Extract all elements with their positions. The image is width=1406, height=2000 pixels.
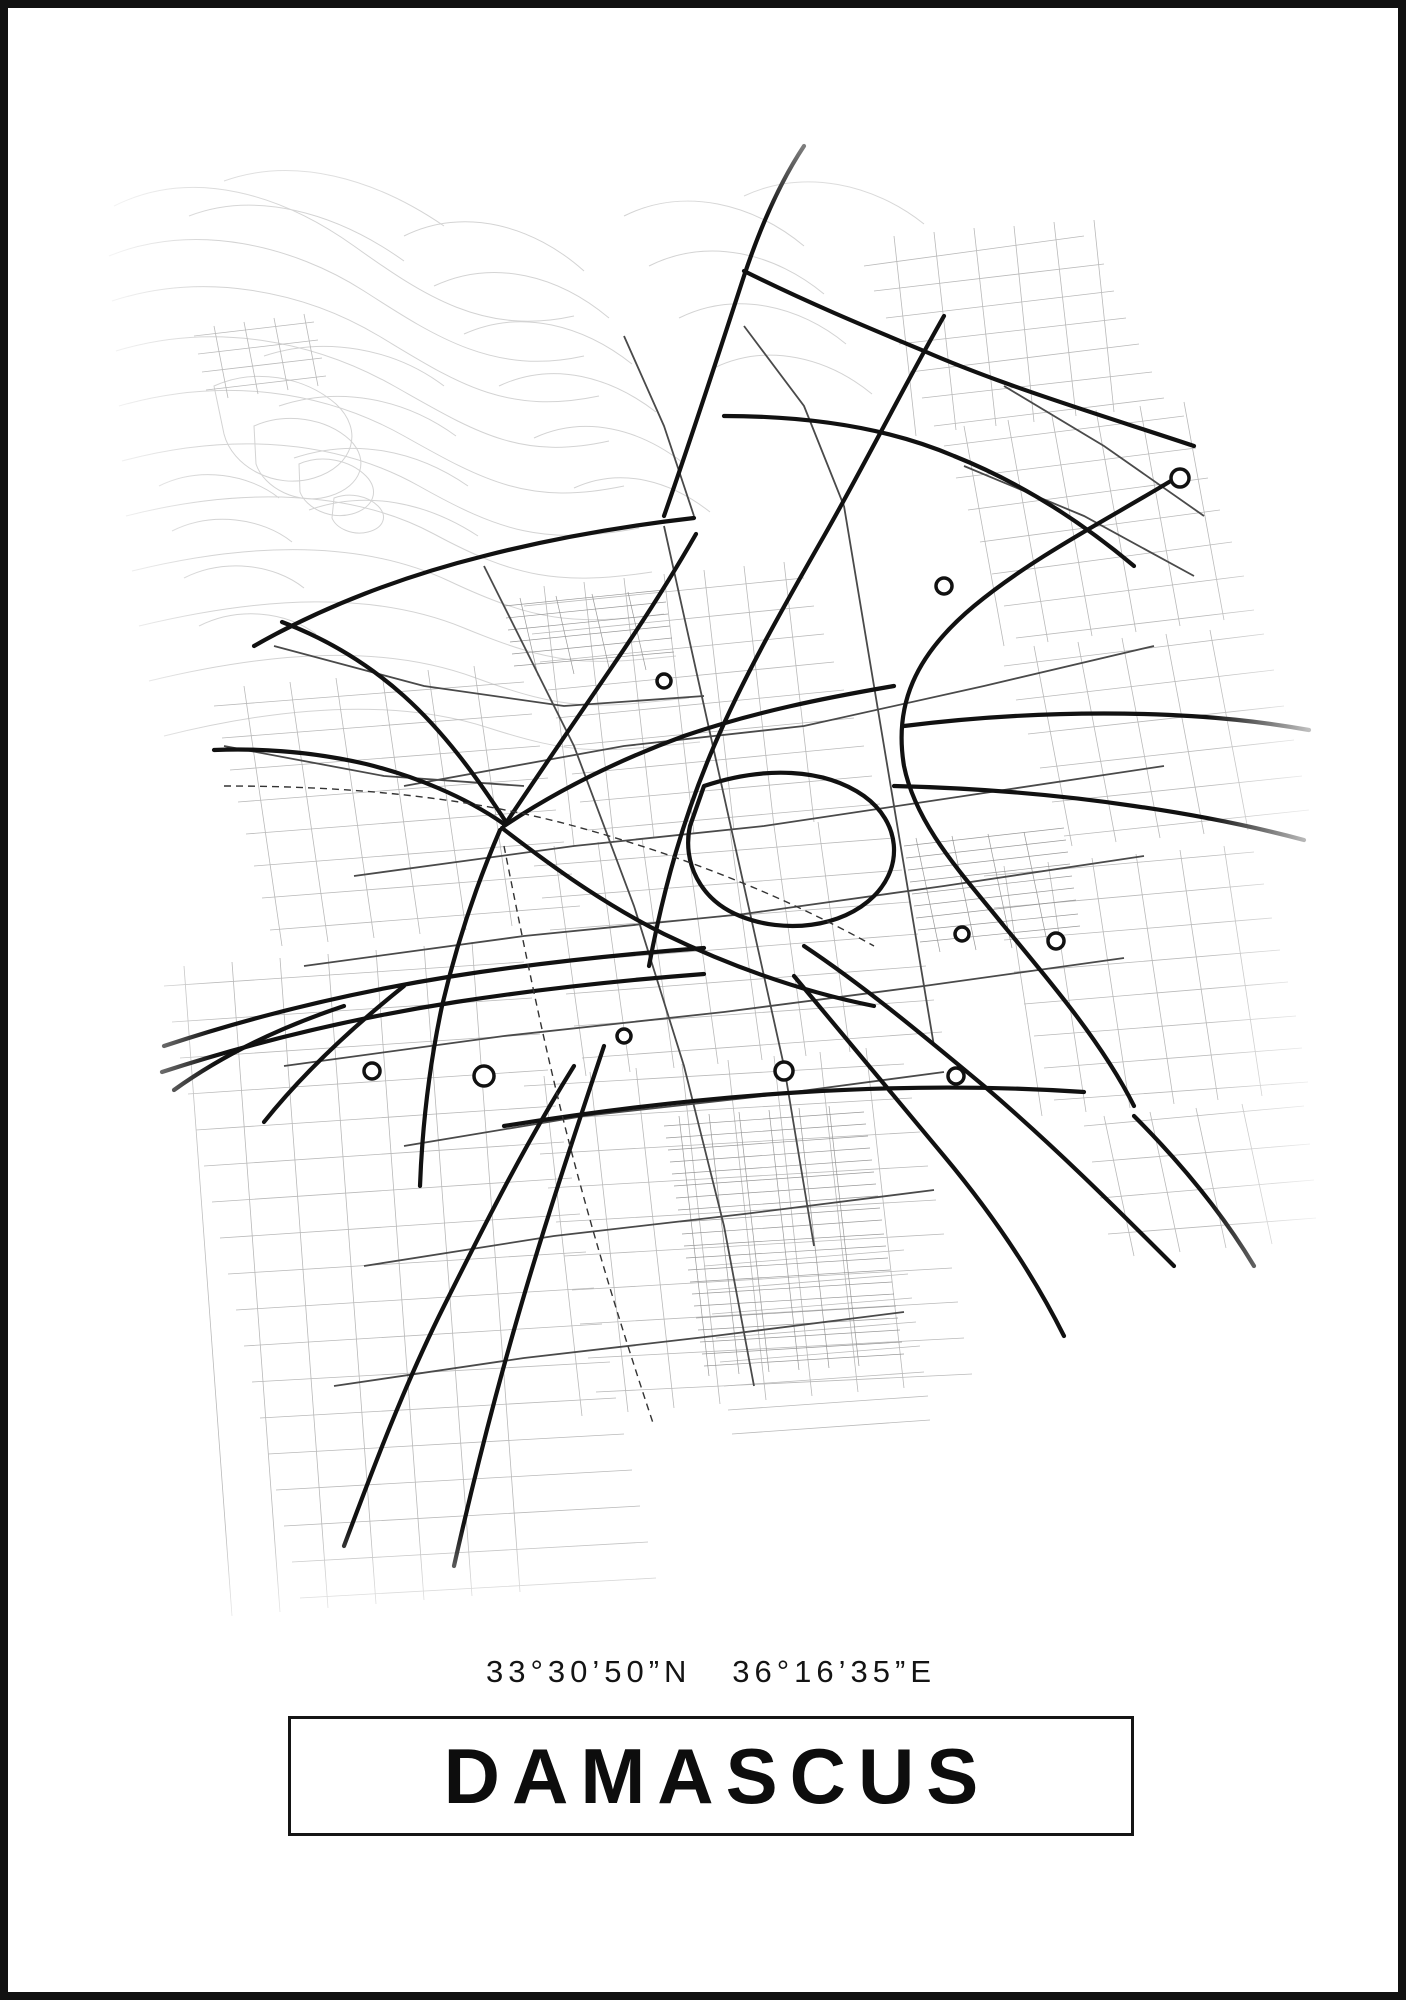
coordinates-label: 33°30’50”N 36°16’35”E <box>485 1654 936 1689</box>
city-map <box>104 86 1318 1646</box>
map-svg <box>104 86 1318 1646</box>
poster-caption <box>104 1626 1318 1926</box>
city-title-box <box>288 1716 1134 1836</box>
poster-sheet <box>104 86 1318 1931</box>
city-title: DAMASCUS <box>443 1732 991 1820</box>
